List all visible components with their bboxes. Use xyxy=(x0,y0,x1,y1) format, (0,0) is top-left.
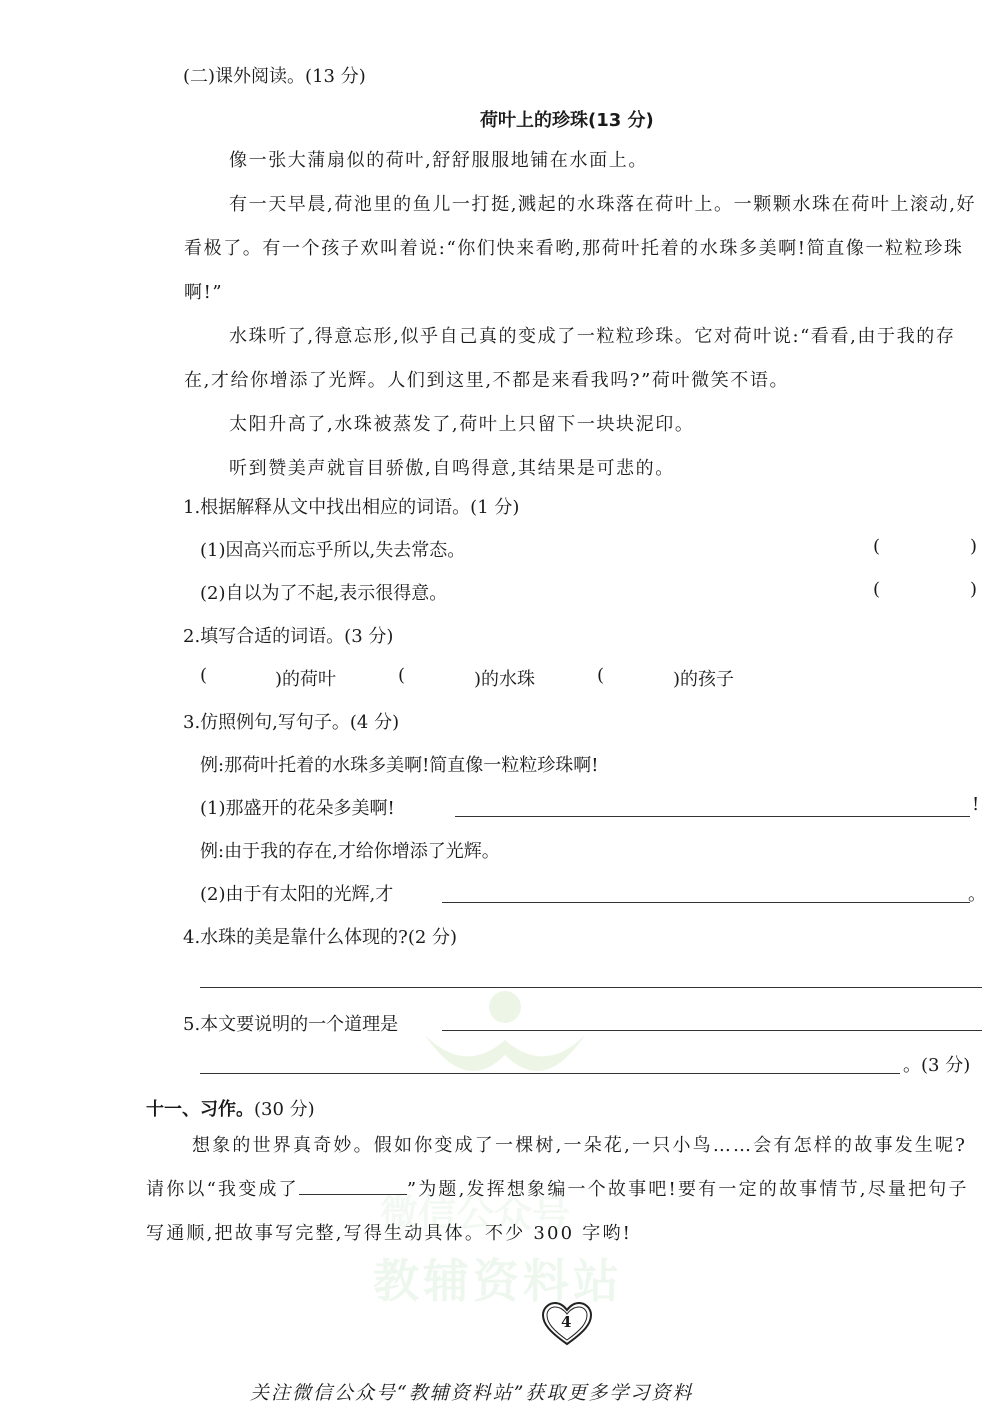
section-reading-heading: (二)课外阅读。(13 分) xyxy=(183,66,366,87)
blank-open: ( xyxy=(398,665,406,686)
answer-paren-close: ) xyxy=(970,579,978,600)
watermark-text: 教辅资料站 xyxy=(373,1254,623,1308)
punct-end: 。 xyxy=(968,884,986,905)
section-writing-heading xyxy=(146,1095,315,1121)
blank-answer-water: )的水珠 xyxy=(474,669,536,690)
question-3-item: (2)由于有太阳的光辉,才 xyxy=(200,884,394,905)
blank-open: ( xyxy=(200,665,208,686)
blank-answer-child: )的孩子 xyxy=(673,669,735,690)
writing-prompt-part: ”为题,发挥想象编一个故事吧!要有一定的故事情节,尽量把句子写通顺,把故事写完整,写得生动具体。不少 300 字哟! xyxy=(146,1179,969,1244)
paragraph: 像一张大蒲扇似的荷叶,舒舒服服地铺在水面上。 xyxy=(229,150,648,171)
section-writing-score: (30 分) xyxy=(254,1099,315,1120)
answer-line[interactable] xyxy=(442,1030,982,1031)
footer-note: 关注微信公众号“教辅资料站”获取更多学习资料 xyxy=(250,1382,694,1404)
question-3-item: (1)那盛开的花朵多美啊! xyxy=(200,798,395,819)
question-5-label: 5.本文要说明的一个道理是 xyxy=(183,1014,399,1035)
question-3-label: 3.仿照例句,写句子。(4 分) xyxy=(183,712,400,733)
punct-end: ! xyxy=(972,794,980,815)
question-1-label: 1.根据解释从文中找出相应的词语。(1 分) xyxy=(183,497,520,518)
paragraph: 听到赞美声就盲目骄傲,自鸣得意,其结果是可悲的。 xyxy=(229,458,675,479)
page-number: 4 xyxy=(561,1313,572,1331)
paragraph: 太阳升高了,水珠被蒸发了,荷叶上只留下一块块泥印。 xyxy=(229,414,695,435)
blank-answer-lotus: )的荷叶 xyxy=(275,669,337,690)
answer-line[interactable] xyxy=(200,1073,900,1074)
answer-line[interactable] xyxy=(200,987,982,988)
answer-line[interactable] xyxy=(455,816,970,817)
example-sentence: 例:那荷叶托着的水珠多美啊!简直像一粒粒珍珠啊! xyxy=(200,755,599,776)
section-writing-title: 十一、习作。 xyxy=(146,1099,254,1120)
question-1-item: (2)自以为了不起,表示很得意。 xyxy=(200,583,448,604)
paragraph: 有一天早晨,荷池里的鱼儿一打挺,溅起的水珠落在荷叶上。一颗颗水珠在荷叶上滚动,好看极了。有一个孩子欢叫着说:“你们快来看哟,那荷叶托着的水珠多美啊!简直像一粒粒珍珠啊!” xyxy=(184,194,977,303)
writing-prompt xyxy=(146,1124,984,1256)
answer-line[interactable] xyxy=(442,902,970,903)
question-1-item: (1)因高兴而忘乎所以,失去常态。 xyxy=(200,540,466,561)
watermark-logo xyxy=(395,985,615,1105)
answer-paren-close: ) xyxy=(970,536,978,557)
question-4-label: 4.水珠的美是靠什么体现的?(2 分) xyxy=(183,927,458,948)
writing-prompt-part: 想象的世界真奇妙。假如你变成了一棵树,一朵花,一只小鸟……会有怎样的故事发生呢?请你以“我变成了 xyxy=(146,1135,968,1200)
question-5-score: 。(3 分) xyxy=(903,1055,971,1076)
question-2-label: 2.填写合适的词语。(3 分) xyxy=(183,626,394,647)
blank-open: ( xyxy=(597,665,605,686)
watermark-sub: 微信公众号 xyxy=(380,1192,571,1236)
title-blank[interactable] xyxy=(299,1176,407,1195)
answer-paren-open: ( xyxy=(873,579,881,600)
example-sentence: 例:由于我的存在,才给你增添了光辉。 xyxy=(200,841,500,862)
passage-title: 荷叶上的珍珠(13 分) xyxy=(480,110,654,131)
answer-paren-open: ( xyxy=(873,536,881,557)
paragraph: 水珠听了,得意忘形,似乎自己真的变成了一粒粒珍珠。它对荷叶说:“看看,由于我的存在,才给你增添了光辉。人们到这里,不都是来看我吗?”荷叶微笑不语。 xyxy=(184,326,956,391)
